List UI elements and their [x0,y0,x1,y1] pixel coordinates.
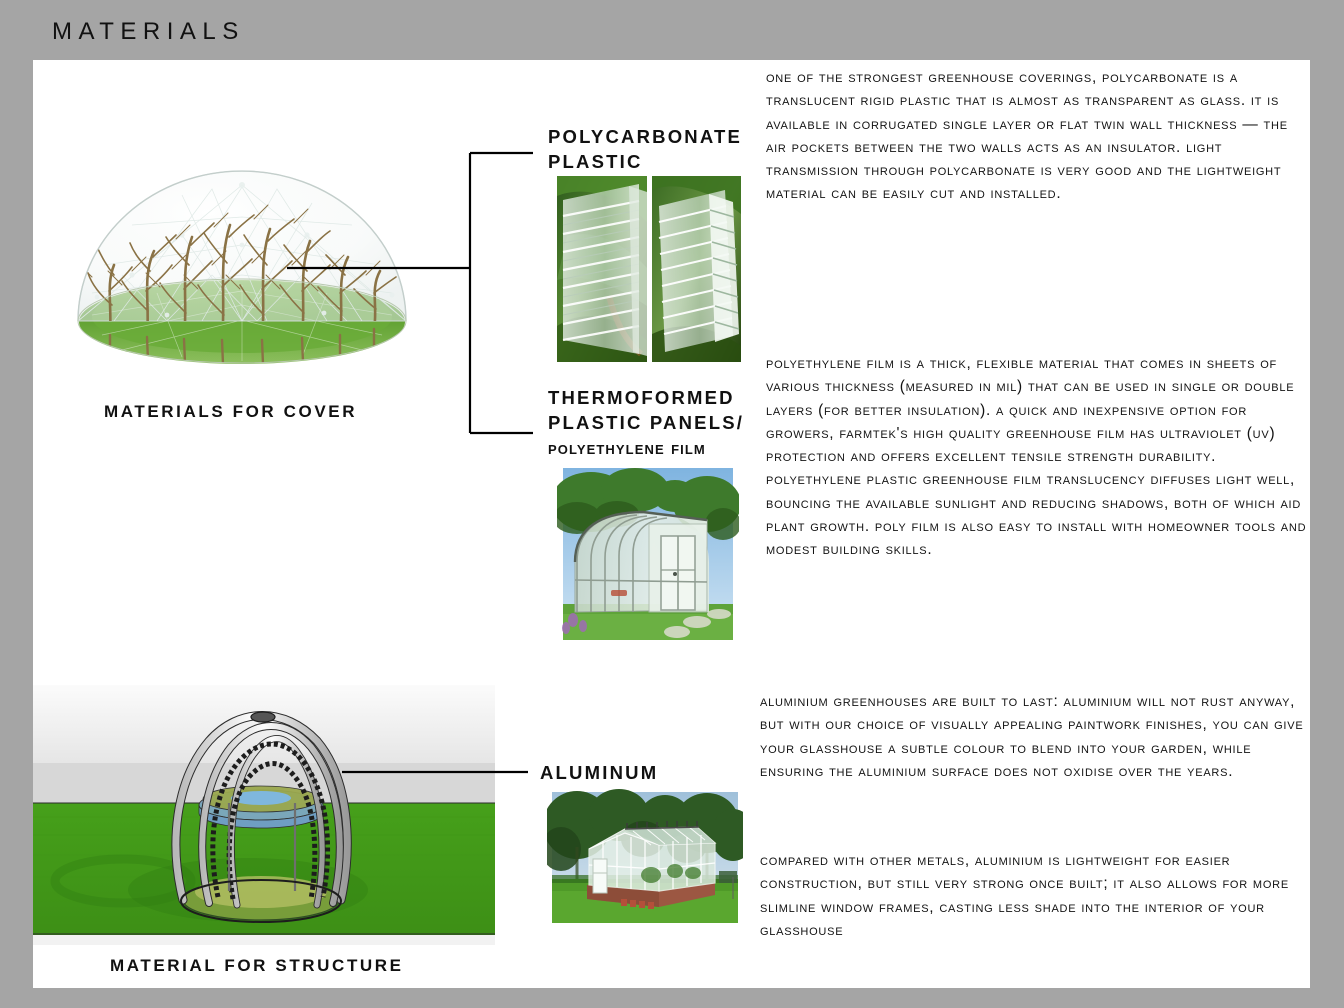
structure-render-image [33,685,495,945]
polyethylene-description: polyethylene film is a thick, flexible material that comes in sheets of various thickness (measured in mil) that can be used in single or double layers (for better insulation). a quick and inexpensive option for growers, farmtek's high quality greenhouse film has ultraviolet (uv) protection and offers excellent tensile strength durability. polyethylene plastic greenhouse film translucency diffuses light well, bouncing the available sunlight and reducing shadows, both of which aid plant growth. poly film is also easy to install with homeowner tools and modest building skills. [766,355,1307,559]
polycarbonate-description: one of the strongest greenhouse coverings, polycarbonate is a translucent rigid plastic that is almost as transparent as glass. it is available in corrugated single layer or flat twin wall thickness — the air pockets between the two walls acts as an insulator. light transmission through polycarbonate is very good and the lightweight material can be easily cut and installed. [766,69,1288,203]
aluminum-description-2: compared with other metals, aluminium is lightweight for easier construction, but still very strong once built; it also allows for more slimline window frames, casting less shade into the interior of your glasshouse [760,852,1289,939]
label-polycarbonate-line-2: PLASTIC [548,151,643,172]
page-title: MATERIALS [52,18,245,45]
geodesic-dome-render [62,125,442,405]
aluminium-glasshouse-photo [547,787,743,928]
label-aluminum-line-1: ALUMINUM [540,762,659,783]
cover-render-caption: MATERIALS FOR COVER [104,402,358,421]
structure-render-caption: MATERIAL FOR STRUCTURE [110,956,404,975]
label-thermoformed-line-2: PLASTIC PANELS/ [548,412,745,433]
polycarbonate-twinwall-sheets-photo [557,176,741,362]
polyethylene-greenhouse-photo [557,462,739,646]
label-aluminum [540,760,658,785]
victorian-aluminium-glasshouse-photo [547,787,743,928]
cover-render-image [62,125,442,405]
polycarbonate-photo [557,176,741,362]
aluminum-description-1: aluminium greenhouses are built to last: aluminium will not rust anyway, but with our choice of visually appealing paintwork finishes, you can give your glasshouse a subtle colour to blend into your garden, while ensuring the aluminium surface does not oxidise over the years. [760,693,1304,780]
hoop-greenhouse-polyethylene-film-photo [557,462,739,646]
label-thermoformed-line-1: THERMOFORMED [548,387,735,408]
aluminum-frame-model-render [33,685,495,945]
label-polycarbonate-line-1: POLYCARBONATE [548,126,743,147]
label-polycarbonate [548,124,778,174]
label-thermoformed-subline: polyethylene film [548,438,706,459]
label-thermoformed [548,385,783,461]
